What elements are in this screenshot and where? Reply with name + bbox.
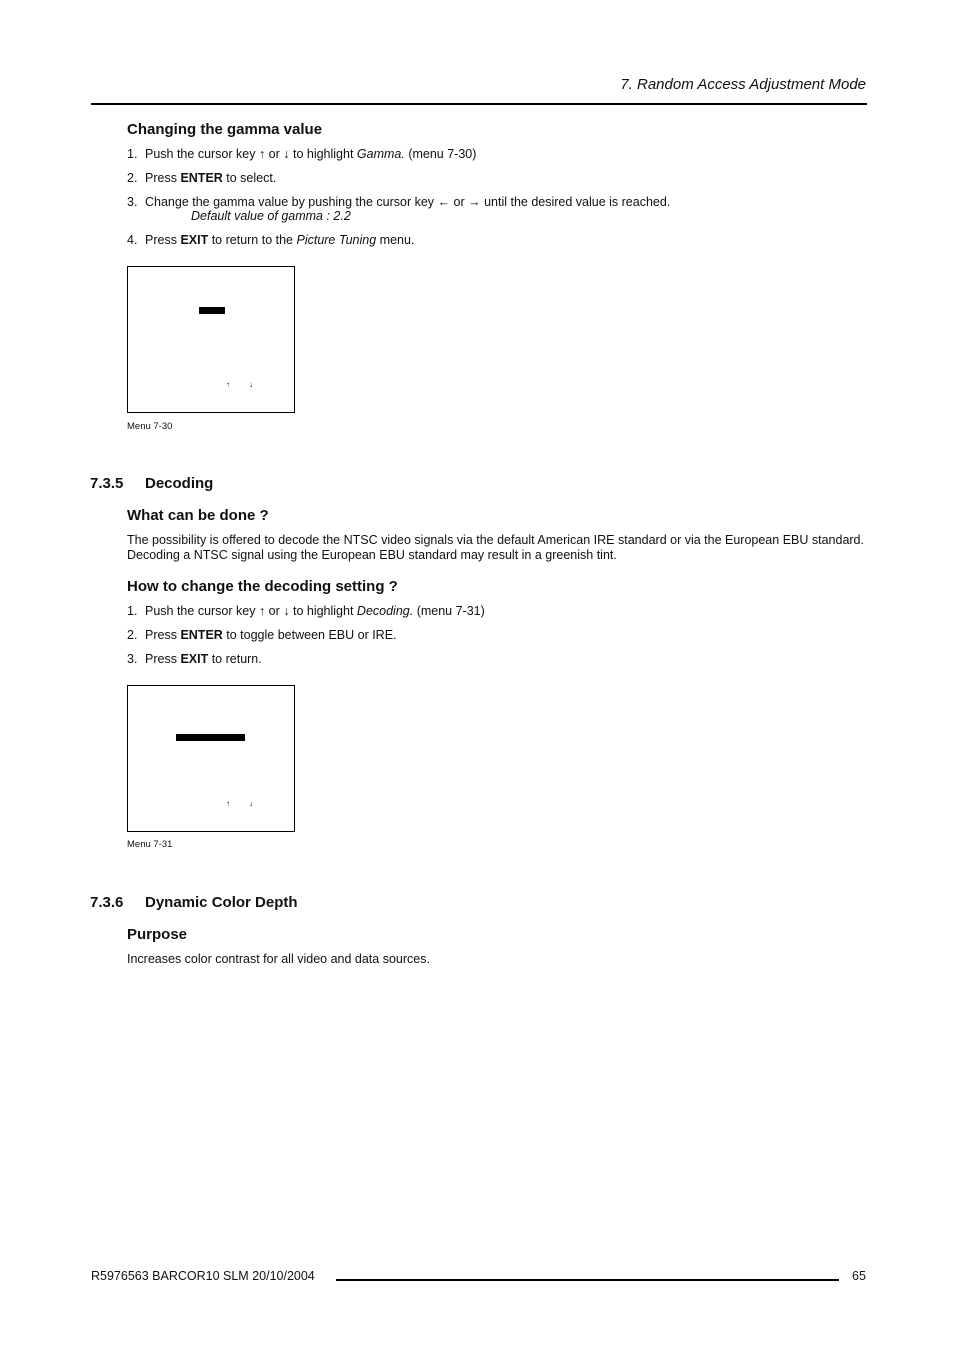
running-header-title: 7. Random Access Adjustment Mode bbox=[620, 76, 866, 93]
section-number: 7.3.5 bbox=[90, 475, 124, 492]
footer-document-reference: R5976563 BARCOR10 SLM 20/10/2004 bbox=[91, 1269, 315, 1283]
step-number: 2. bbox=[127, 171, 138, 185]
step-key: EXIT bbox=[180, 652, 209, 666]
what-can-be-done-heading: What can be done ? bbox=[127, 507, 269, 524]
step-key: ENTER bbox=[180, 171, 223, 185]
gamma-step-4 bbox=[127, 233, 414, 247]
section-heading-decoding bbox=[90, 475, 213, 492]
step-number: 4. bbox=[127, 233, 138, 247]
step-key: EXIT bbox=[180, 233, 209, 247]
step-number: 3. bbox=[127, 195, 138, 209]
section-heading-dynamic-color-depth bbox=[90, 894, 298, 911]
section-number: 7.3.6 bbox=[90, 894, 124, 911]
gamma-default-note: Default value of gamma : 2.2 bbox=[191, 209, 351, 223]
step-text-end: (menu 7-30) bbox=[404, 147, 477, 161]
menu-7-31-caption: Menu 7-31 bbox=[127, 839, 173, 850]
step-text: Change the gamma value by pushing the cursor key ← or → until the desired value is reached. bbox=[145, 195, 671, 209]
arrow-up-icon: ↑ bbox=[226, 799, 230, 808]
menu-highlight-bar bbox=[176, 734, 245, 741]
step-text: Push the cursor key ↑ or ↓ to highlight bbox=[145, 604, 357, 618]
decoding-step-2 bbox=[127, 628, 397, 642]
step-text: Press bbox=[145, 628, 181, 642]
decoding-step-1 bbox=[127, 604, 485, 618]
step-italic: Decoding. bbox=[356, 604, 414, 618]
step-number: 2. bbox=[127, 628, 138, 642]
step-italic: Picture Tuning bbox=[296, 233, 377, 247]
arrow-down-icon: ↓ bbox=[249, 380, 253, 389]
step-text: Push the cursor key ↑ or ↓ to highlight bbox=[145, 147, 357, 161]
gamma-step-2 bbox=[127, 171, 276, 185]
menu-7-31-screen bbox=[127, 685, 295, 832]
step-text: Press bbox=[145, 652, 181, 666]
step-text-end: (menu 7-31) bbox=[413, 604, 485, 618]
step-text-end: to return. bbox=[208, 652, 262, 666]
decoding-description-line-2: Decoding a NTSC signal using the European EBU standard may result in a greenish tint. bbox=[127, 548, 617, 562]
purpose-text: Increases color contrast for all video and data sources. bbox=[127, 952, 430, 966]
step-text-end: to toggle between EBU or IRE. bbox=[222, 628, 397, 642]
section-title: Decoding bbox=[145, 475, 214, 492]
step-number: 1. bbox=[127, 147, 138, 161]
menu-highlight-bar bbox=[199, 307, 225, 314]
step-text-end: to select. bbox=[222, 171, 277, 185]
how-to-change-heading: How to change the decoding setting ? bbox=[127, 578, 398, 595]
decoding-description-line-1: The possibility is offered to decode the NTSC video signals via the default American IRE standard or via the European EBU standard. bbox=[127, 533, 864, 547]
purpose-heading: Purpose bbox=[127, 926, 188, 943]
arrow-up-icon: ↑ bbox=[226, 380, 230, 389]
decoding-step-3 bbox=[127, 652, 262, 666]
gamma-step-1 bbox=[127, 147, 476, 161]
step-text: Press bbox=[145, 171, 181, 185]
step-text-end: menu. bbox=[376, 233, 415, 247]
footer-rule bbox=[336, 1279, 839, 1281]
step-text-mid: to return to the bbox=[208, 233, 297, 247]
menu-7-30-screen bbox=[127, 266, 295, 413]
header-rule bbox=[91, 103, 867, 105]
step-number: 3. bbox=[127, 652, 138, 666]
section-title: Dynamic Color Depth bbox=[145, 894, 298, 911]
footer-page-number: 65 bbox=[852, 1269, 866, 1283]
gamma-heading: Changing the gamma value bbox=[127, 121, 323, 138]
step-italic: Gamma. bbox=[356, 147, 405, 161]
step-key: ENTER bbox=[180, 628, 223, 642]
step-number: 1. bbox=[127, 604, 138, 618]
gamma-step-3 bbox=[127, 195, 670, 209]
arrow-down-icon: ↓ bbox=[249, 799, 253, 808]
menu-7-30-caption: Menu 7-30 bbox=[127, 421, 173, 432]
step-text: Press bbox=[145, 233, 181, 247]
